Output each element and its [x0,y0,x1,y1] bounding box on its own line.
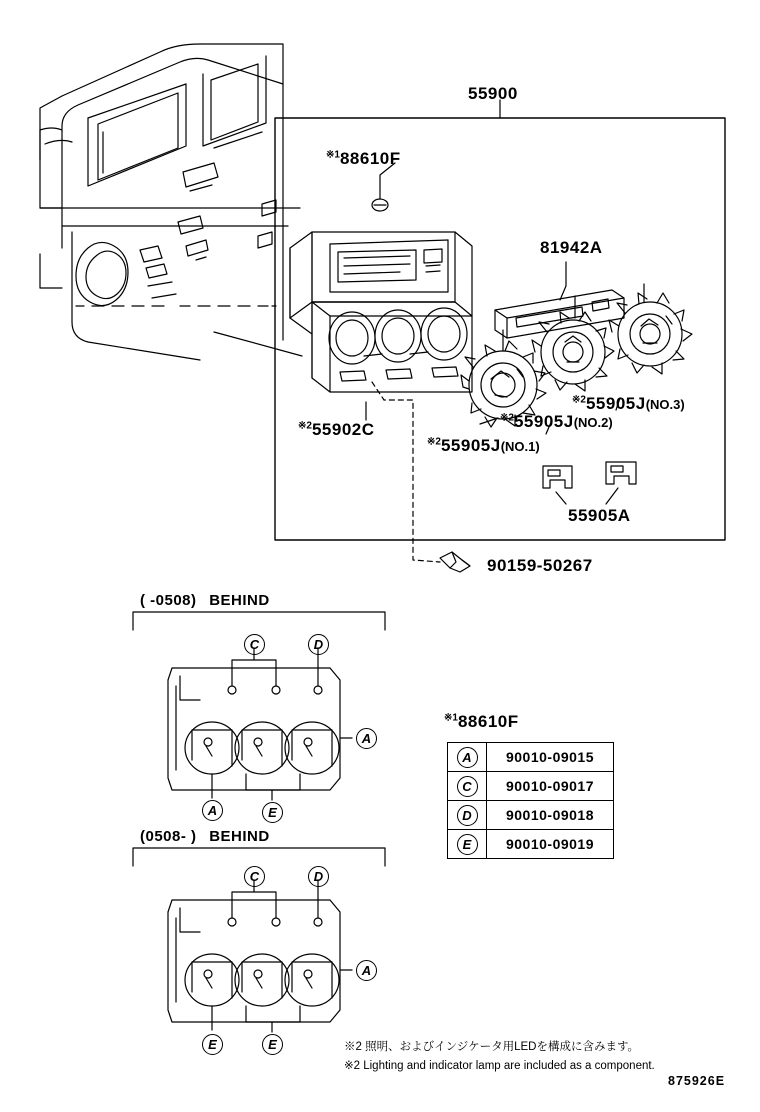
marker-letter: D [308,634,329,655]
label-55900: 55900 [468,84,518,103]
marker-letter: C [244,634,265,655]
behind-view-1-label: BEHIND [209,592,270,609]
table-row [448,801,614,830]
label-55905j-no3-text: 55905J [585,394,646,413]
mark-2-a: ※2 [298,420,312,432]
footnote-en: ※2 Lighting and indicator lamp are included as a component. [344,1060,655,1072]
table-row [448,743,614,772]
label-55902c [298,420,375,440]
marker-letter: D [457,805,478,826]
marker-a-right-view2 [356,960,377,981]
marker-letter: A [356,728,377,749]
label-55905j-no3-suffix: (NO.3) [645,397,685,412]
table-cell-part: 90010-09015 [487,743,614,772]
behind-view-1-header [140,592,270,609]
label-55905a: 55905A [568,506,631,525]
behind-view-2-range: (0508- ) [140,828,197,845]
table-cell-key [448,830,487,859]
screw-table [447,742,614,859]
mark-2-d: ※2 [572,394,586,406]
figure-code: 875926E [668,1074,726,1088]
behind-view-1-range: ( -0508) [140,592,197,609]
marker-e-bottom-left-view2 [202,1034,223,1055]
marker-e-bottom-view1 [262,802,283,823]
marker-letter: D [308,866,329,887]
table-cell-key [448,772,487,801]
mark-2-c: ※2 [500,412,514,424]
marker-c-view1 [244,634,265,655]
table-row [448,830,614,859]
table-cell-part: 90010-09017 [487,772,614,801]
marker-a-right-view1 [356,728,377,749]
marker-letter: A [356,960,377,981]
table-cell-key [448,743,487,772]
marker-c-view2 [244,866,265,887]
marker-letter: A [457,747,478,768]
mark-1: ※1 [326,149,340,161]
mark-1-table: ※1 [444,712,458,724]
marker-d-view2 [308,866,329,887]
behind-view-2-header [140,828,270,845]
label-55905j-no1-suffix: (NO.1) [500,439,540,454]
marker-letter: E [262,1034,283,1055]
table-cell-part: 90010-09019 [487,830,614,859]
label-88610f-callout [326,149,401,169]
marker-letter: E [457,834,478,855]
table-cell-part: 90010-09018 [487,801,614,830]
label-55902c-text: 55902C [311,420,375,439]
marker-d-view1 [308,634,329,655]
label-55905j-no2-text: 55905J [513,412,574,431]
marker-letter: E [202,1034,223,1055]
table-cell-key [448,801,487,830]
marker-letter: C [457,776,478,797]
label-88610f-text: 88610F [339,149,401,168]
label-55905j-no1-text: 55905J [440,436,501,455]
label-55905j-no2-suffix: (NO.2) [573,415,613,430]
table-row [448,772,614,801]
footnote-jp: ※2 照明、およびインジケータ用LEDを構成に含みます。 [344,1041,640,1053]
marker-a-bottom-view1 [202,800,223,821]
screw-table-title-text: 88610F [457,712,519,731]
label-90159-50267: 90159-50267 [487,556,593,575]
marker-e-bottom-view2 [262,1034,283,1055]
marker-letter: E [262,802,283,823]
label-55905j-no3 [572,394,685,414]
label-55905j-no1 [427,436,540,456]
mark-2-b: ※2 [427,436,441,448]
marker-letter: A [202,800,223,821]
label-55905j-no2 [500,412,613,432]
label-81942a: 81942A [540,238,603,257]
marker-letter: C [244,866,265,887]
screw-table-title [444,712,519,732]
behind-view-2-label: BEHIND [209,828,270,845]
